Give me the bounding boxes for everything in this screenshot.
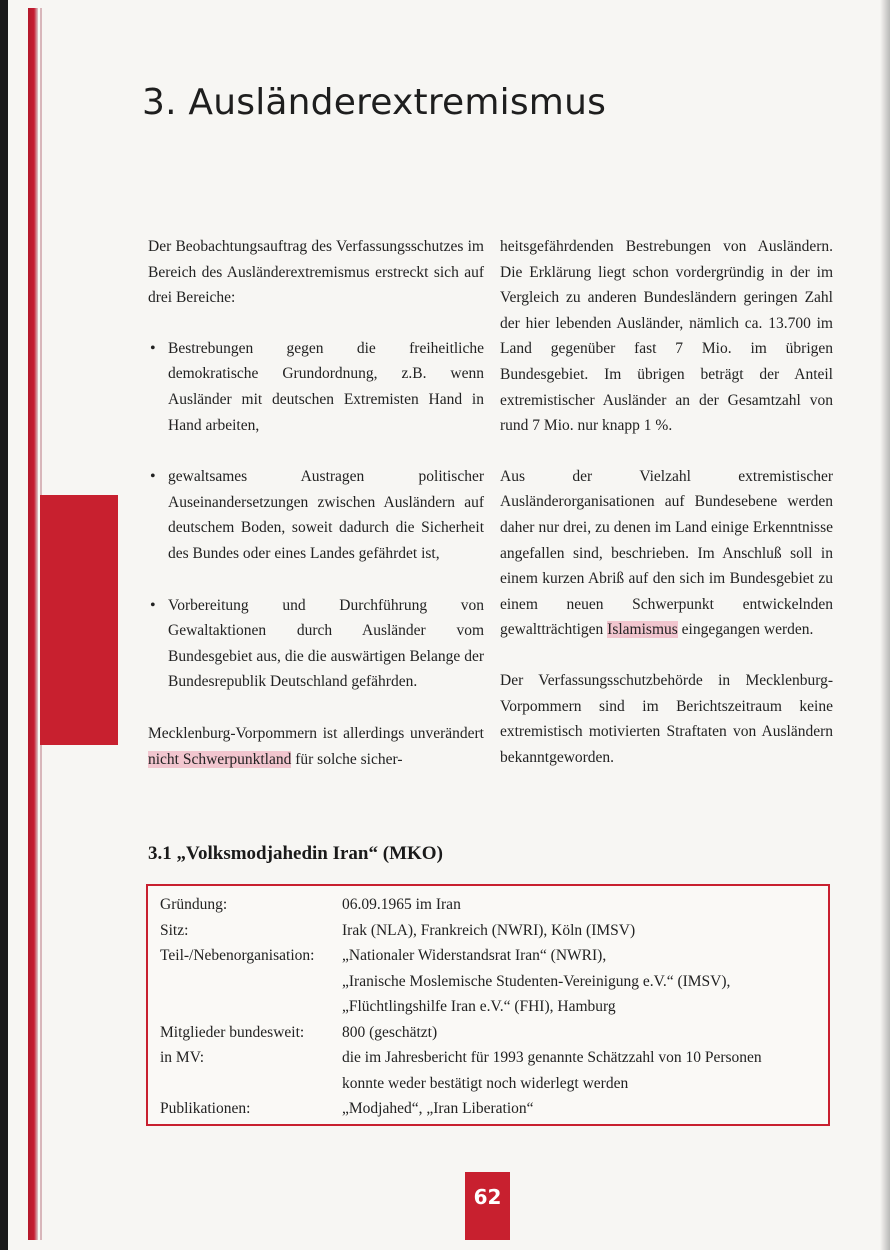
explanation-paragraph: heitsgefährdenden Bestrebungen von Ausländern. Die Erklärung liegt schon vordergründig in der im Vergleich zu anderen Bundesländern geringen Zahl der hier lebenden Ausländer, nämlich ca. 13.700 im Land gegenüber fast 7 Mio. im übrigen Bundesgebiet. Im übrigen beträgt der Anteil extremistischer Ausländer an der Gesamtzahl von rund 7 Mio. nur knapp 1 %. <box>500 238 833 435</box>
info-value-line: die im Jahresbericht für 1993 genannte Schätzzahl von 10 Personen <box>342 1049 762 1066</box>
info-label: Sitz: <box>160 921 189 939</box>
highlighted-word: Islamismus <box>607 621 678 639</box>
bullet-dot-icon: • <box>150 339 156 357</box>
info-value <box>342 1096 822 1122</box>
info-value-line: „Modjahed“, „Iran Liberation“ <box>342 1100 534 1117</box>
bullet-item <box>148 464 484 566</box>
closing-paragraph <box>148 721 484 772</box>
organization-info-box <box>146 884 830 1126</box>
bullet-dot-icon: • <box>150 468 156 486</box>
page-edge <box>0 0 8 1250</box>
closing-text: Mecklenburg-Vorpommern ist allerdings unverändert <box>148 724 484 742</box>
info-value <box>342 1045 822 1096</box>
bullet-text: Bestrebungen gegen die freiheitliche demokratische Grundordnung, z.B. wenn Ausländer mit deutschen Extremisten Hand in Hand arbeiten, <box>168 339 484 434</box>
info-label: in MV: <box>160 1049 205 1066</box>
info-value-line: „Flüchtlingshilfe Iran e.V.“ (FHI), Hamburg <box>342 998 616 1015</box>
organizations-text: Aus der Vielzahl extremistischer Ausländerorganisationen auf Bundesebene werden daher nur drei, zu denen im Land einige Erkenntnisse angefallen sind, beschrieben. Im Anschluß soll in einem kurzen Abriß auf den sich im Bundesgebiet zu einem neuen Schwerpunkt entwickelnden gewaltträchtigen <box>500 467 833 639</box>
left-column <box>148 234 484 797</box>
scope-bullet-list <box>148 336 484 695</box>
info-value-line: „Nationaler Widerstandsrat Iran“ (NWRI), <box>342 947 607 964</box>
chapter-title: 3. Ausländerextremismus <box>142 82 607 123</box>
info-value-line: 06.09.1965 im Iran <box>342 896 461 913</box>
organizations-text-end: eingegangen werden. <box>677 621 814 639</box>
bullet-text: Vorbereitung und Durchführung von Gewaltaktionen durch Ausländer vom Bundesgebiet aus, die die auswärtigen Belange der Bundesrepublik Deutschland gefährden. <box>168 596 484 691</box>
info-label: Gründung: <box>160 896 228 913</box>
info-value-line: 800 (geschätzt) <box>342 1023 438 1041</box>
info-value-line: konnte weder bestätigt noch widerlegt werden <box>342 1074 629 1092</box>
closing-text-end: für solche sicher- <box>291 750 403 768</box>
info-value <box>342 918 822 944</box>
info-value-line: „Iranische Moslemische Studenten-Vereinigung e.V.“ (IMSV), <box>342 972 731 990</box>
info-label: Publikationen: <box>160 1100 251 1117</box>
intro-paragraph: Der Beobachtungsauftrag des Verfassungsschutzes im Bereich des Ausländerextremismus erstreckt sich auf drei Bereiche: <box>148 238 484 307</box>
page-right-shadow <box>880 0 890 1250</box>
bullet-item <box>148 336 484 438</box>
organizations-paragraph <box>500 464 833 643</box>
info-value <box>342 1020 822 1046</box>
info-label: Teil-/Nebenorganisation: <box>160 947 315 964</box>
offenses-paragraph: Der Verfassungsschutzbehörde in Mecklenburg-Vorpommern sind im Berichtszeitraum keine extremistisch motivierten Straftaten von Ausländern bekanntgeworden. <box>500 671 833 766</box>
page-number: 62 <box>465 1172 510 1240</box>
margin-color-strip <box>28 8 38 1240</box>
info-label: Mitglieder bundesweit: <box>160 1023 305 1041</box>
info-value <box>342 892 822 918</box>
highlighted-phrase: nicht Schwerpunktland <box>148 750 292 768</box>
bullet-dot-icon: • <box>150 596 156 614</box>
bullet-item <box>148 593 484 695</box>
right-column <box>500 234 833 795</box>
section-title: 3.1 „Volksmodjahedin Iran“ (MKO) <box>148 843 443 864</box>
info-value-line: Irak (NLA), Frankreich (NWRI), Köln (IMSV) <box>342 921 636 939</box>
info-value <box>342 943 822 1020</box>
bullet-text: gewaltsames Austragen politischer Auseinandersetzungen zwischen Ausländern auf deutschem Boden, soweit dadurch die Sicherheit des Bundes oder eines Landes gefährdet ist, <box>168 468 484 562</box>
margin-red-block <box>40 495 118 745</box>
